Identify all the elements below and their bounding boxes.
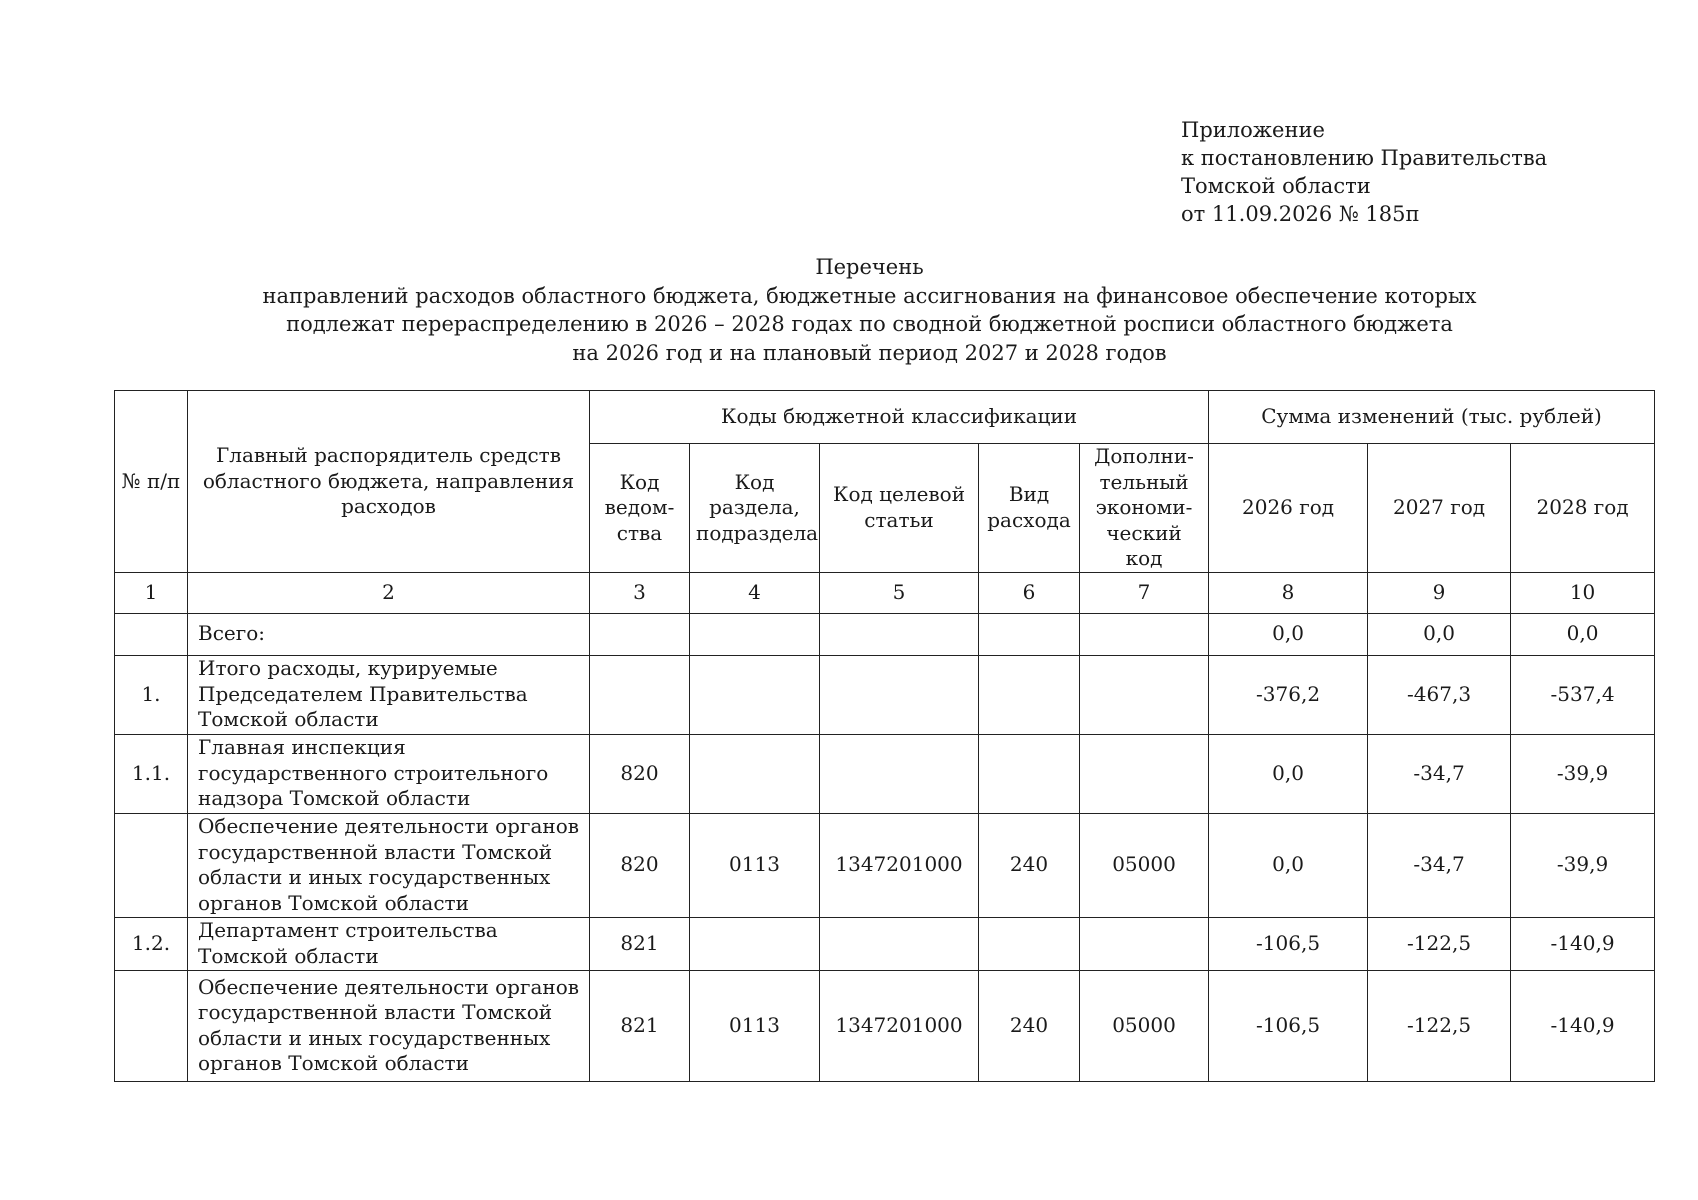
row-code-extra (1080, 655, 1209, 734)
row-code-section (690, 917, 820, 970)
table-row (115, 613, 1655, 655)
column-number: 4 (690, 572, 820, 613)
row-code-section: 0113 (690, 970, 820, 1081)
column-number: 9 (1368, 572, 1511, 613)
row-code-target: 1347201000 (820, 970, 979, 1081)
appendix-block (1181, 116, 1547, 228)
row-sum-2028: 0,0 (1511, 613, 1655, 655)
table-row (115, 734, 1655, 813)
row-sum-2026: -106,5 (1209, 917, 1368, 970)
row-sum-2028: -39,9 (1511, 734, 1655, 813)
row-code-dept: 820 (590, 734, 690, 813)
row-sum-2028: -140,9 (1511, 970, 1655, 1081)
column-number: 10 (1511, 572, 1655, 613)
title-line: на 2026 год и на плановый период 2027 и 2028 годов (572, 340, 1167, 365)
appendix-line: от 11.09.2026 № 185п (1181, 202, 1420, 226)
document-title (0, 253, 1698, 367)
column-number: 5 (820, 572, 979, 613)
budget-table (114, 390, 1655, 1082)
row-number (115, 613, 188, 655)
title-line: направлений расходов областного бюджета, бюджетные ассигнования на финансовое обеспечение которых (262, 283, 1477, 308)
header-year-2026: 2026 год (1209, 444, 1368, 573)
table-row (115, 970, 1655, 1081)
row-code-extra: 05000 (1080, 813, 1209, 917)
title-line: подлежат перераспределению в 2026 – 2028 годах по сводной бюджетной росписи областного бюджета (286, 312, 1453, 336)
row-code-expense: 240 (979, 813, 1080, 917)
row-sum-2027: -34,7 (1368, 813, 1511, 917)
row-code-dept (590, 613, 690, 655)
header-code-section: Код раздела, подраздела (690, 444, 820, 573)
appendix-line: Приложение (1181, 118, 1325, 142)
row-code-section (690, 734, 820, 813)
row-code-extra (1080, 613, 1209, 655)
row-code-dept (590, 655, 690, 734)
row-code-dept: 820 (590, 813, 690, 917)
column-number: 8 (1209, 572, 1368, 613)
row-description: Итого расходы, курируемые Председателем Правительства Томской области (188, 655, 590, 734)
row-sum-2027: -34,7 (1368, 734, 1511, 813)
row-code-extra (1080, 917, 1209, 970)
row-number: 1. (115, 655, 188, 734)
row-description: Департамент строительства Томской области (188, 917, 590, 970)
row-code-expense (979, 917, 1080, 970)
header-codes-group: Коды бюджетной классификации (590, 391, 1209, 444)
column-number-row (115, 572, 1655, 613)
row-code-expense (979, 613, 1080, 655)
header-manager: Главный распорядитель средств областного бюджета, направления расходов (188, 391, 590, 573)
row-code-target (820, 655, 979, 734)
row-code-target (820, 734, 979, 813)
row-number: 1.1. (115, 734, 188, 813)
row-description: Главная инспекция государственного строительного надзора Томской области (188, 734, 590, 813)
column-number: 3 (590, 572, 690, 613)
row-sum-2028: -140,9 (1511, 917, 1655, 970)
column-number: 6 (979, 572, 1080, 613)
header-row (115, 391, 1655, 444)
row-code-target: 1347201000 (820, 813, 979, 917)
header-code-expense: Вид расхода (979, 444, 1080, 573)
table-row (115, 655, 1655, 734)
table-row (115, 813, 1655, 917)
row-description: Всего: (188, 613, 590, 655)
row-sum-2026: -106,5 (1209, 970, 1368, 1081)
title-line: Перечень (815, 255, 924, 279)
row-description: Обеспечение деятельности органов государственной власти Томской области и иных государственных органов Томской области (188, 813, 590, 917)
row-code-expense (979, 655, 1080, 734)
row-number (115, 813, 188, 917)
appendix-line: Томской области (1181, 174, 1371, 198)
row-number: 1.2. (115, 917, 188, 970)
header-code-dept: Код ведом-ства (590, 444, 690, 573)
row-code-target (820, 613, 979, 655)
header-code-target: Код целевой статьи (820, 444, 979, 573)
row-sum-2026: 0,0 (1209, 813, 1368, 917)
row-code-expense: 240 (979, 970, 1080, 1081)
header-year-2028: 2028 год (1511, 444, 1655, 573)
row-code-section: 0113 (690, 813, 820, 917)
row-description: Обеспечение деятельности органов государственной власти Томской области и иных государственных органов Томской области (188, 970, 590, 1081)
row-sum-2028: -537,4 (1511, 655, 1655, 734)
column-number: 1 (115, 572, 188, 613)
column-number: 7 (1080, 572, 1209, 613)
header-code-extra: Дополни-тельный экономи-ческий код (1080, 444, 1209, 573)
header-num: № п/п (115, 391, 188, 573)
row-sum-2028: -39,9 (1511, 813, 1655, 917)
row-sum-2027: -122,5 (1368, 970, 1511, 1081)
row-code-extra (1080, 734, 1209, 813)
row-number (115, 970, 188, 1081)
row-code-extra: 05000 (1080, 970, 1209, 1081)
row-sum-2027: -122,5 (1368, 917, 1511, 970)
table-row (115, 917, 1655, 970)
column-number: 2 (188, 572, 590, 613)
row-code-expense (979, 734, 1080, 813)
appendix-line: к постановлению Правительства (1181, 146, 1548, 170)
row-sum-2027: -467,3 (1368, 655, 1511, 734)
row-code-section (690, 655, 820, 734)
row-code-target (820, 917, 979, 970)
header-year-2027: 2027 год (1368, 444, 1511, 573)
row-sum-2027: 0,0 (1368, 613, 1511, 655)
row-sum-2026: 0,0 (1209, 734, 1368, 813)
row-code-dept: 821 (590, 970, 690, 1081)
row-sum-2026: 0,0 (1209, 613, 1368, 655)
row-code-section (690, 613, 820, 655)
row-sum-2026: -376,2 (1209, 655, 1368, 734)
row-code-dept: 821 (590, 917, 690, 970)
header-sum-group: Сумма изменений (тыс. рублей) (1209, 391, 1655, 444)
